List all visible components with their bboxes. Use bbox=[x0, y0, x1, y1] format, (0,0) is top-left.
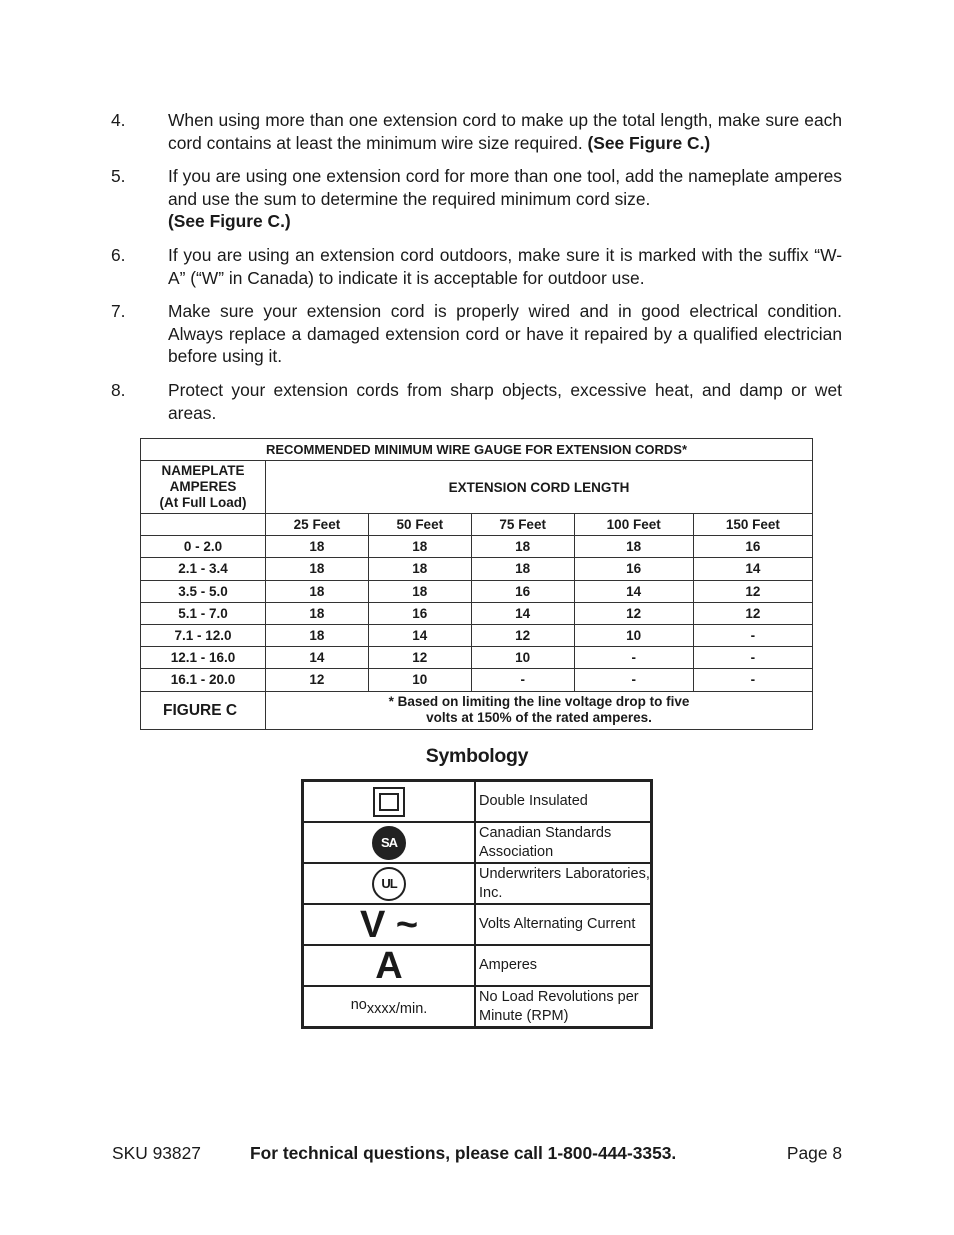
step-number: 6. bbox=[111, 244, 126, 265]
instruction-step bbox=[111, 109, 842, 154]
symbol-description: Underwriters Laboratories, Inc. bbox=[475, 863, 652, 904]
step-number: 8. bbox=[111, 379, 126, 400]
column-header: 50 Feet bbox=[368, 514, 471, 536]
ul-icon: UL bbox=[372, 867, 406, 901]
figure-reference: (See Figure C.) bbox=[168, 211, 291, 232]
table-footnote: * Based on limiting the line voltage drop to five volts at 150% of the rated amperes. bbox=[266, 691, 813, 729]
instruction-step bbox=[111, 165, 842, 233]
volts-ac-icon: V ~ bbox=[359, 903, 419, 946]
step-text: Make sure your extension cord is properly wired and in good electrical condition. Always replace a damaged extension cord or have it repaired by a qualified electrician before using it. bbox=[168, 301, 842, 367]
footer-tech-support: For technical questions, please call 1-800-444-3353. bbox=[250, 1143, 677, 1163]
symbol-row bbox=[303, 904, 652, 945]
symbology-title: Symbology bbox=[425, 745, 529, 767]
symbol-row bbox=[303, 781, 652, 823]
length-header-row bbox=[141, 514, 813, 536]
symbol-description: Amperes bbox=[475, 945, 652, 986]
step-number: 4. bbox=[111, 110, 126, 130]
instruction-list bbox=[111, 109, 842, 435]
column-header: 75 Feet bbox=[471, 514, 574, 536]
instruction-step bbox=[111, 379, 842, 424]
figure-label: FIGURE C bbox=[141, 691, 266, 729]
step-number: 7. bbox=[111, 301, 126, 322]
instruction-step bbox=[111, 244, 842, 289]
column-header: 150 Feet bbox=[693, 514, 812, 536]
length-header: EXTENSION CORD LENGTH bbox=[266, 461, 813, 514]
symbol-description: Volts Alternating Current bbox=[475, 904, 652, 945]
double-insulated-icon bbox=[373, 787, 405, 817]
table-row: 12.1 - 16.0 14 12 10 - - bbox=[141, 647, 813, 669]
symbol-row bbox=[303, 863, 652, 904]
symbol-row bbox=[303, 822, 652, 863]
table-row: 2.1 - 3.4 18 18 18 16 14 bbox=[141, 558, 813, 580]
symbology-table bbox=[301, 779, 653, 1029]
symbol-row bbox=[303, 945, 652, 986]
symbol-description: No Load Revolutions per Minute (RPM) bbox=[475, 986, 652, 1028]
step-number: 5. bbox=[111, 166, 126, 187]
table-row: 3.5 - 5.0 18 18 16 14 12 bbox=[141, 580, 813, 602]
table-row: 0 - 2.0 18 18 18 18 16 bbox=[141, 536, 813, 558]
amperes-icon: A bbox=[375, 944, 403, 987]
wire-gauge-table bbox=[140, 438, 813, 730]
nameplate-header: NAMEPLATE AMPERES (At Full Load) bbox=[141, 461, 266, 514]
symbol-description: Canadian Standards Association bbox=[475, 822, 652, 863]
figure-reference: (See Figure C.) bbox=[587, 132, 711, 153]
instruction-step bbox=[111, 300, 842, 368]
table-row: 5.1 - 7.0 18 16 14 12 12 bbox=[141, 602, 813, 624]
symbol-row bbox=[303, 986, 652, 1028]
step-text: If you are using one extension cord for more than one tool, add the nameplate amperes and use the sum to determine the required minimum cord size. bbox=[168, 166, 842, 209]
step-text: If you are using an extension cord outdoors, make sure it is marked with the suffix “W-A” (“W” in Canada) to indicate it is acceptable for outdoor use. bbox=[168, 244, 842, 288]
step-text: When using more than one extension cord to make up the total length, make sure each cord contains at least the minimum wire size required. bbox=[168, 110, 842, 153]
csa-icon: SA bbox=[372, 826, 406, 860]
table-row: 7.1 - 12.0 18 14 12 10 - bbox=[141, 624, 813, 646]
column-header: 25 Feet bbox=[266, 514, 369, 536]
table-row: 16.1 - 20.0 12 10 - - - bbox=[141, 669, 813, 691]
table-title: RECOMMENDED MINIMUM WIRE GAUGE FOR EXTENSION CORDS* bbox=[141, 439, 813, 461]
footer-sku: SKU 93827 bbox=[112, 1143, 201, 1163]
step-text: Protect your extension cords from sharp objects, excessive heat, and damp or wet areas. bbox=[168, 379, 842, 423]
symbol-description: Double Insulated bbox=[475, 781, 652, 823]
footer-page-number: Page 8 bbox=[786, 1143, 842, 1163]
rpm-icon: $no_{xxxx/min.}$ bbox=[350, 997, 428, 1017]
column-header: 100 Feet bbox=[574, 514, 693, 536]
